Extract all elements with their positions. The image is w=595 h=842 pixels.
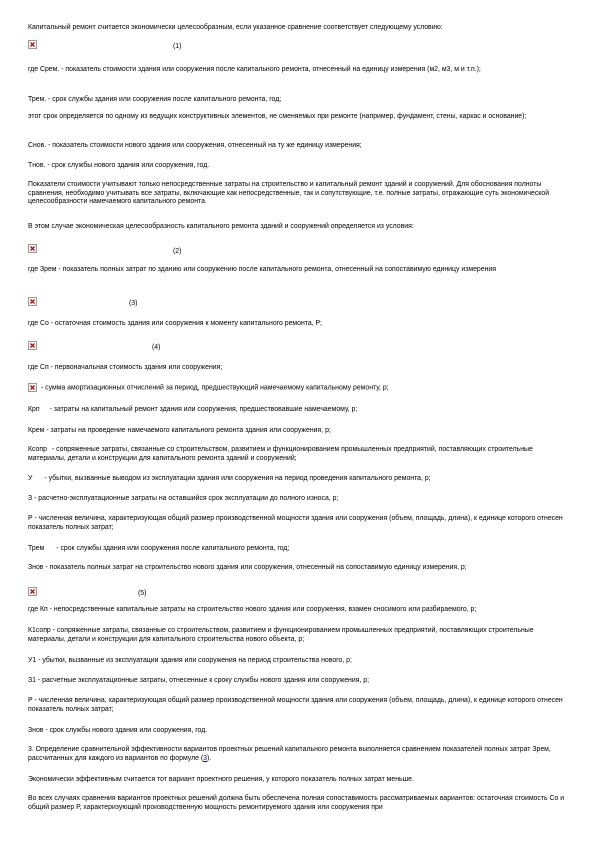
krem-definition: Крем - затраты на проведение намечаемого капитального ремонта здания или сооружения, р;	[28, 427, 331, 434]
efficiency-text: Экономически эффективным считается тот вариант проектного решения, у которого показатель полных затрат меньше.	[28, 776, 414, 783]
broken-image-icon	[28, 383, 37, 392]
ksopr-symbol: Ксопр	[28, 446, 47, 453]
trem-definition: Трем. - срок службы здания или сооружения после капитального ремонта, год;	[28, 96, 282, 103]
cnov-definition: Снов. - показатель стоимости нового здания или сооружения, отнесенный на ту же единицу измерения;	[28, 142, 362, 149]
k1sopr-definition: К1сопр - сопряженные затраты, связанные со строительством, развитием и функционированием промышленных предприятий, поставляющих строительные материалы, детали и конструкции для капитального строительства нового объекта, р;	[28, 627, 534, 643]
crem-definition: где Срем. - показатель стоимости здания или сооружения после капитального ремонта, отнесенный на единицу измерения (м2, м3, м и т.п.);	[28, 66, 481, 73]
broken-image-icon	[28, 40, 37, 49]
p-definition: Р - численная величина, характеризующая общий размер производственной мощности здания или сооружения (объем, площадь, длина), к единице которого отнесен показатель полных затрат;	[28, 515, 563, 531]
zrem-definition: где Зрем - показатель полных затрат по зданию или сооружению после капитального ремонта, отнесенный на сопоставимую единицу измерения	[28, 266, 496, 273]
section-3-text-end: ).	[206, 754, 212, 762]
trem2-symbol: Трем	[28, 545, 45, 552]
u-row	[28, 475, 568, 484]
comparability-text: Во всех случаях сравнения вариантов проектных решений должна быть обеспечена полная сопоставимость рассматриваемых вариантов: остаточная стоимость Со и общий размер Р, характеризующий производственную мощность ремонтируемого здания или сооружения при	[28, 795, 565, 811]
condition-intro: В этом случае экономическая целесообразность капитального ремонта зданий и сооружений определяется из условия:	[28, 223, 414, 230]
formula-4-row	[28, 341, 39, 353]
section-3-paragraph	[28, 746, 568, 763]
co-definition: где Со - остаточная стоимость здания или сооружения к моменту капитального ремонта, Р;	[28, 320, 322, 327]
u-definition: - убытки, вызванные выводом из эксплуатации здания или сооружения на период проведения капитального ремонта, р;	[44, 475, 431, 482]
formula-3-link[interactable]: 3	[203, 754, 207, 762]
trem2-row	[28, 545, 568, 554]
u1-definition: У1 - убытки, вызванные из эксплуатации здания или сооружения на период строительства нового, р;	[28, 657, 352, 664]
service-life-note: этот срок определяется по одному из ведущих конструктивных элементов, не сменяемых при ремонте (например, фундамент, стены, каркас и основание);	[28, 113, 527, 120]
formula-2-row	[28, 244, 39, 256]
z-definition: З - расчетно-эксплуатационные затраты на оставшийся срок эксплуатации до полного износа, р;	[28, 495, 339, 502]
formula-3-number: (3)	[129, 300, 138, 307]
tnov-definition: Тнов. - срок службы нового здания или сооружения, год.	[28, 162, 210, 169]
formula-3-row	[28, 297, 39, 309]
z1-definition: З1 - расчетные эксплуатационные затраты, отнесенные к сроку службы нового здания или сооружения, р;	[28, 677, 370, 684]
formula-2-number: (2)	[173, 248, 182, 255]
tnov2-definition: Знов - срок службы нового здания или сооружения, год.	[28, 727, 208, 734]
broken-image-icon	[28, 341, 37, 350]
formula-4-number: (4)	[152, 344, 161, 351]
krp-symbol: Крп	[28, 406, 40, 413]
u-symbol: У	[28, 475, 33, 482]
broken-image-icon	[28, 244, 37, 253]
ksopr-row	[28, 446, 568, 463]
broken-image-icon	[28, 297, 37, 306]
p2-definition: Р - численная величина, характеризующая общий размер производственной мощности здания или сооружения (объем, площадь, длина), к единице которого отнесен показатель полных затрат;	[28, 697, 563, 713]
cp-definition: где Сп - первоначальная стоимость здания или сооружения;	[28, 364, 223, 371]
formula-1-row	[28, 40, 39, 52]
cost-indicators-paragraph: Показатели стоимости учитывают только непосредственные затраты на строительство и капитальный ремонт зданий и сооружений. Для обоснования полноты сравнения, необходимо учитывать все затраты, включающие как непосредственные, так и сопутствующие, т.е. полные затраты, отражающие суть экономической целесообразности намечаемого капитального ремонта.	[28, 181, 550, 206]
ksopr-definition: - сопряженные затраты, связанные со строительством, развитием и функционированием промышленных предприятий, поставляющих строительные материалы, детали и конструкции для капитального ремонта зданий и сооружений;	[28, 446, 533, 462]
depreciation-row	[28, 383, 568, 393]
kp-definition: где Кп - непосредственные капитальные затраты на строительство нового здания или сооружения, взамен сносимого или разбираемого, р;	[28, 606, 477, 613]
depreciation-definition: - сумма амортизационных отчислений за период, предшествующий намечаемому капитальному ремонту, р;	[40, 384, 389, 392]
formula-5-number: (5)	[138, 590, 147, 597]
krp-row	[28, 406, 568, 415]
section-3-text: 3. Определение сравнительной эффективности вариантов проектных решений капитального ремонта выполняется сравнением показателей полных затрат Зрем, рассчитанных для каждого из вариантов по формуле (	[28, 746, 551, 762]
krp-definition: - затраты на капитальный ремонт здания или сооружения, предшествовавшие намечаемому, р;	[49, 406, 358, 413]
formula-1-number: (1)	[173, 43, 182, 50]
znov-definition: Знов - показатель полных затрат на строительство нового здания или сооружения, отнесенный на сопоставимую единицу измерения, р;	[28, 564, 467, 571]
trem2-definition: - срок службы здания или сооружения после капитального ремонта, год;	[56, 545, 290, 552]
formula-5-row	[28, 587, 39, 599]
intro-text: Капитальный ремонт считается экономически целесообразным, если указанное сравнение соответствует следующему условию:	[28, 24, 443, 31]
broken-image-icon	[28, 587, 37, 596]
